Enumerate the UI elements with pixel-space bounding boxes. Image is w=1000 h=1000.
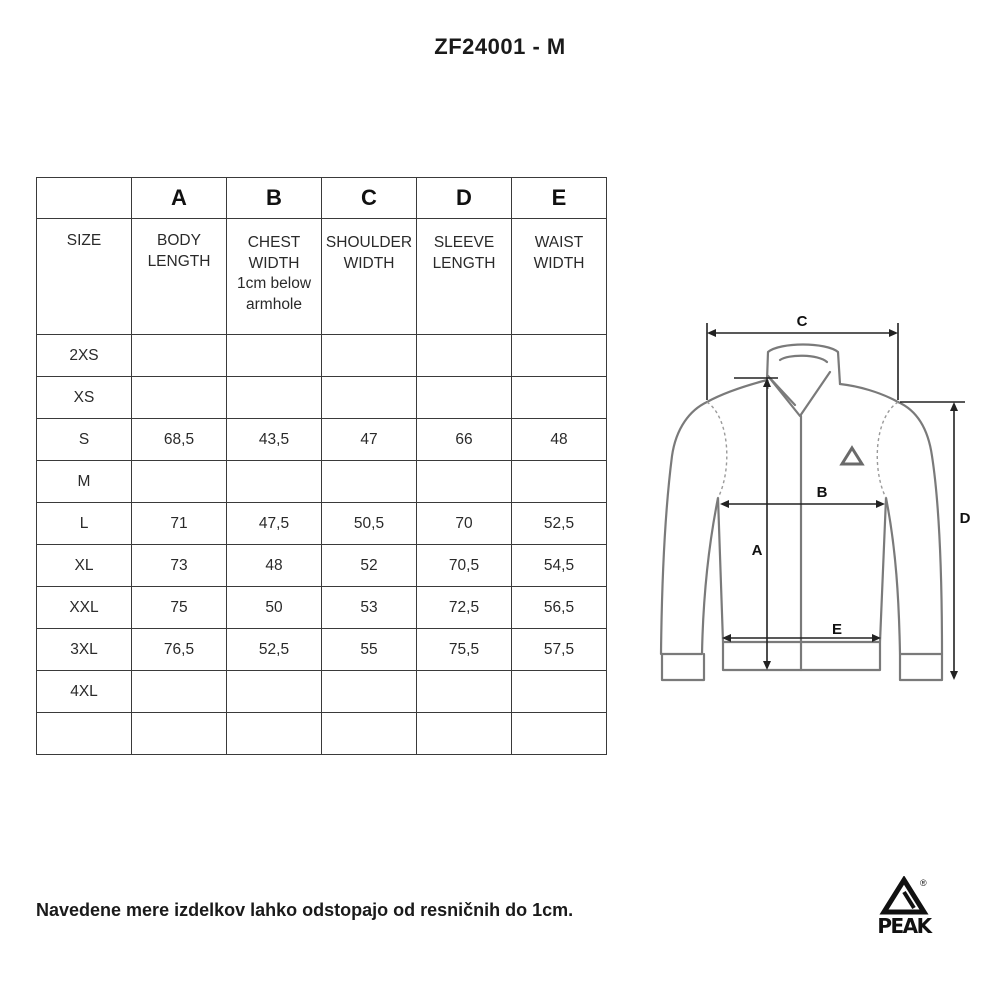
size-cell: M — [37, 461, 132, 503]
table-row — [37, 503, 607, 545]
measure-cell — [322, 671, 417, 713]
registered-mark: ® — [920, 878, 927, 888]
measure-cell — [227, 671, 322, 713]
header-line: WIDTH — [533, 254, 585, 272]
column-header — [37, 219, 132, 335]
size-table — [36, 177, 607, 755]
table-row — [37, 545, 607, 587]
measure-cell — [227, 335, 322, 377]
peak-triangle-icon — [842, 448, 862, 464]
measure-cell: 52,5 — [227, 629, 322, 671]
measure-cell: 71 — [132, 503, 227, 545]
size-cell: S — [37, 419, 132, 461]
measure-cell — [322, 335, 417, 377]
size-cell: XS — [37, 377, 132, 419]
table-row — [37, 335, 607, 377]
measure-cell: 50,5 — [322, 503, 417, 545]
measure-cell: 66 — [417, 419, 512, 461]
letter-cell — [37, 178, 132, 219]
measure-cell — [512, 377, 607, 419]
header-line: SIZE — [66, 232, 102, 249]
letter-cell: A — [132, 178, 227, 219]
header-line: WIDTH — [248, 254, 300, 272]
measure-cell — [227, 713, 322, 755]
measure-cell: 43,5 — [227, 419, 322, 461]
measure-cell — [132, 713, 227, 755]
size-cell: L — [37, 503, 132, 545]
measure-cell: 47,5 — [227, 503, 322, 545]
size-cell: 2XS — [37, 335, 132, 377]
label-d: D — [959, 510, 971, 527]
size-cell: 4XL — [37, 671, 132, 713]
measure-cell: 50 — [227, 587, 322, 629]
measure-cell — [322, 713, 417, 755]
page-title: ZF24001 - M — [434, 34, 566, 59]
header-line: SLEEVE — [433, 234, 495, 251]
measure-cell: 70,5 — [417, 545, 512, 587]
measure-cell: 52,5 — [512, 503, 607, 545]
table-row — [37, 419, 607, 461]
measure-cell: 47 — [322, 419, 417, 461]
table-row — [37, 461, 607, 503]
measure-cell: 52 — [322, 545, 417, 587]
measure-cell: 73 — [132, 545, 227, 587]
measure-cell: 55 — [322, 629, 417, 671]
label-e: E — [831, 621, 843, 638]
peak-logo-icon — [868, 876, 940, 916]
measurement-labels — [752, 313, 971, 638]
label-c: C — [796, 313, 808, 330]
measure-cell: 57,5 — [512, 629, 607, 671]
measure-cell: 68,5 — [132, 419, 227, 461]
measure-cell: 76,5 — [132, 629, 227, 671]
letter-cell: D — [417, 178, 512, 219]
table-row — [37, 713, 607, 755]
measure-cell: 75,5 — [417, 629, 512, 671]
header-line: LENGTH — [147, 252, 211, 270]
measure-cell: 56,5 — [512, 587, 607, 629]
measure-cell — [417, 713, 512, 755]
jacket-outline — [661, 345, 942, 681]
peak-logo — [868, 876, 940, 940]
measure-cell — [417, 671, 512, 713]
measure-cell: 54,5 — [512, 545, 607, 587]
measure-cell — [322, 377, 417, 419]
size-cell: 3XL — [37, 629, 132, 671]
header-line: armhole — [246, 295, 302, 313]
label-b: B — [816, 484, 828, 501]
measure-cell: 70 — [417, 503, 512, 545]
column-header — [322, 219, 417, 335]
measure-cell — [227, 377, 322, 419]
measure-cell — [512, 335, 607, 377]
column-header — [417, 219, 512, 335]
header-line: 1cm below — [236, 275, 312, 292]
column-header — [512, 219, 607, 335]
disclaimer-note: Navedene mere izdelkov lahko odstopajo od resničnih do 1cm. — [36, 900, 574, 920]
header-line: WAIST — [534, 234, 584, 251]
size-cell: XL — [37, 545, 132, 587]
measure-cell — [132, 671, 227, 713]
header-line: LENGTH — [432, 254, 496, 272]
column-header — [227, 219, 322, 335]
measure-cell — [322, 461, 417, 503]
jacket-diagram — [640, 300, 980, 700]
measure-cell — [132, 461, 227, 503]
size-cell: XXL — [37, 587, 132, 629]
letter-cell: E — [512, 178, 607, 219]
measure-cell — [417, 377, 512, 419]
size-rows — [37, 335, 607, 755]
measure-cell — [132, 335, 227, 377]
measure-cell — [512, 671, 607, 713]
measure-cell: 48 — [227, 545, 322, 587]
column-header — [132, 219, 227, 335]
table-row — [37, 587, 607, 629]
table-header-row — [37, 219, 607, 335]
letter-cell: C — [322, 178, 417, 219]
letter-cell: B — [227, 178, 322, 219]
table-row — [37, 629, 607, 671]
measure-cell — [132, 377, 227, 419]
table-letter-row — [37, 178, 607, 219]
measure-cell — [512, 461, 607, 503]
header-line: SHOULDER — [325, 234, 413, 251]
size-cell — [37, 713, 132, 755]
measure-cell — [417, 461, 512, 503]
measure-cell: 48 — [512, 419, 607, 461]
measure-cell: 75 — [132, 587, 227, 629]
measure-cell: 72,5 — [417, 587, 512, 629]
measure-cell — [227, 461, 322, 503]
table-row — [37, 377, 607, 419]
jacket-seams — [707, 380, 898, 498]
header-line: WIDTH — [343, 254, 395, 272]
header-line: BODY — [157, 232, 201, 249]
measure-cell — [512, 713, 607, 755]
measure-cell — [417, 335, 512, 377]
label-a: A — [751, 542, 763, 559]
table-row — [37, 671, 607, 713]
logo-wordmark: PEAK — [877, 914, 931, 938]
measure-cell: 53 — [322, 587, 417, 629]
header-line: CHEST — [247, 234, 301, 251]
